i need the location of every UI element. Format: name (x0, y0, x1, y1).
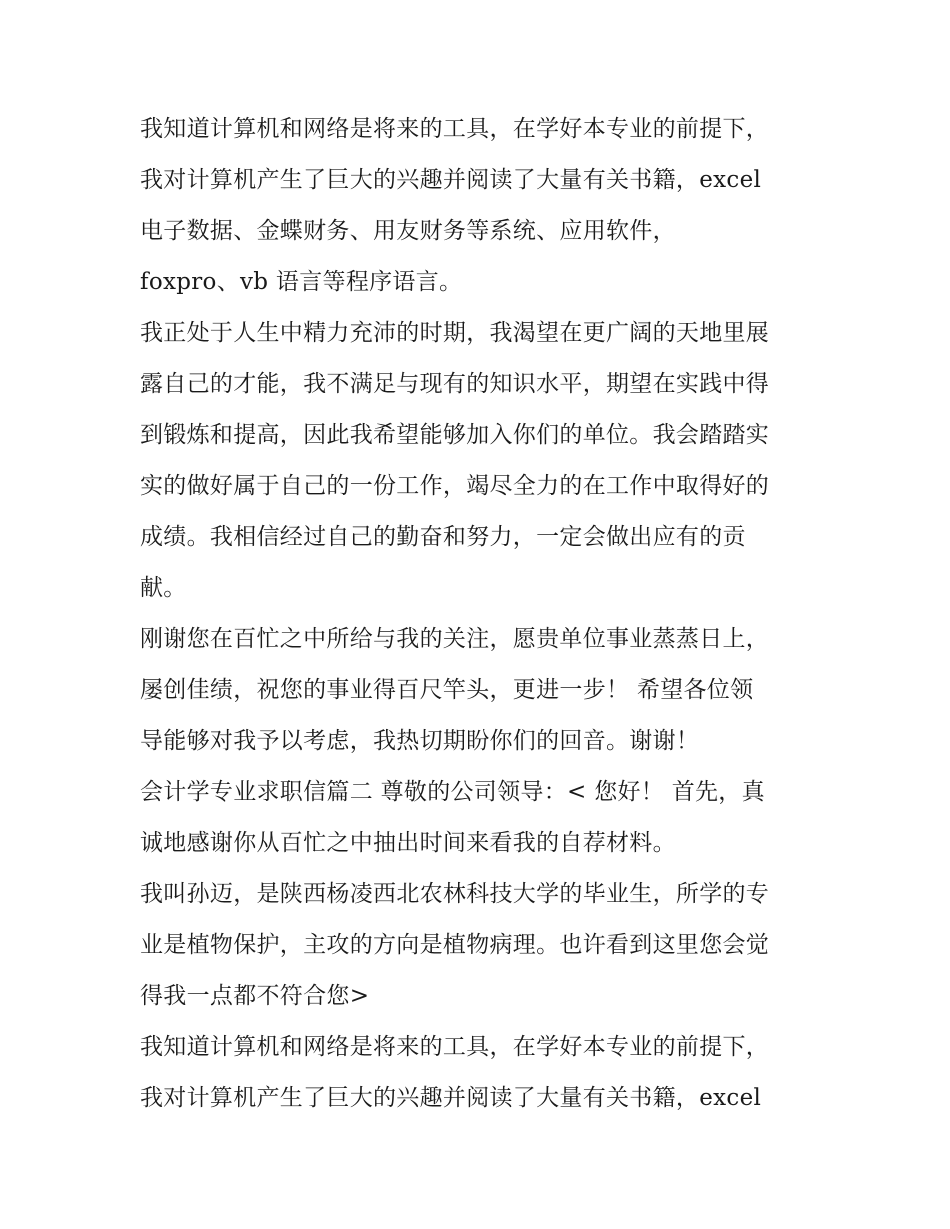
text-line: 我对计算机产生了巨大的兴趣并阅读了大量有关书籍，excel (140, 1085, 762, 1111)
text-line: 会计学专业求职信篇二 尊敬的公司领导：< 您好！ 首先，真 (140, 779, 765, 805)
text-line: 献。 (140, 575, 187, 601)
text-line: 导能够对我予以考虑，我热切期盼你们的回音。谢谢！ (140, 728, 700, 754)
document-body (140, 104, 820, 1124)
text-line: foxpro、vb 语言等程序语言。 (140, 269, 463, 295)
text-line: 诚地感谢你从百忙之中抽出时间来看我的自荐材料。 (140, 830, 676, 856)
text-line: 刚谢您在百忙之中所给与我的关注，愿贵单位事业蒸蒸日上， (140, 626, 770, 652)
text-line: 电子数据、金蝶财务、用友财务等系统、应用软件， (140, 218, 676, 244)
text-line: 到锻炼和提高，因此我希望能够加入你们的单位。我会踏踏实 (140, 422, 770, 448)
text-line: 我知道计算机和网络是将来的工具，在学好本专业的前提下， (140, 116, 770, 142)
text-line: 我知道计算机和网络是将来的工具，在学好本专业的前提下， (140, 1034, 770, 1060)
text-line: 实的做好属于自己的一份工作，竭尽全力的在工作中取得好的 (140, 473, 770, 499)
text-line: 露自己的才能，我不满足与现有的知识水平，期望在实践中得 (140, 371, 770, 397)
text-line: 得我一点都不符合您> (140, 983, 370, 1009)
text-line: 屡创佳绩，祝您的事业得百尺竿头，更进一步！ 希望各位领 (140, 677, 754, 703)
text-line: 我叫孙迈，是陕西杨凌西北农林科技大学的毕业生，所学的专 (140, 881, 770, 907)
text-line: 我对计算机产生了巨大的兴趣并阅读了大量有关书籍，excel (140, 167, 762, 193)
text-line: 业是植物保护，主攻的方向是植物病理。也许看到这里您会觉 (140, 932, 770, 958)
text-line: 成绩。我相信经过自己的勤奋和努力，一定会做出应有的贡 (140, 524, 746, 550)
text-line: 我正处于人生中精力充沛的时期，我渴望在更广阔的天地里展 (140, 320, 770, 346)
